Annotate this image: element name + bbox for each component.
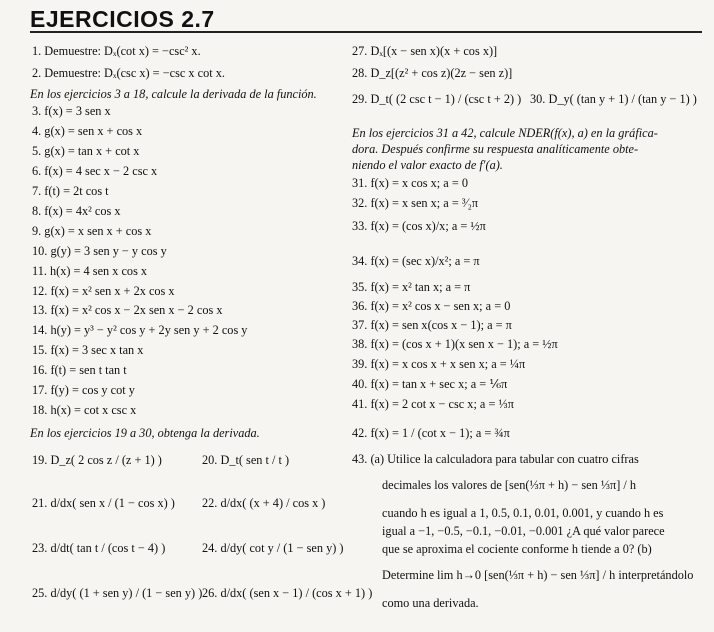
exercise-26: 26. d/dx( (sen x − 1) / (cos x + 1) ) bbox=[202, 586, 373, 600]
exercise-32: 32. f(x) = x sen x; a = ³⁄₂π bbox=[352, 196, 479, 210]
exercise-33: 33. f(x) = (cos x)/x; a = ½π bbox=[352, 219, 486, 233]
exercise-29: 29. D_t( (2 csc t − 1) / (csc t + 2) ) bbox=[352, 92, 522, 106]
section-title-text: EJERCICIOS 2.7 bbox=[30, 6, 215, 32]
exercise-8: 8. f(x) = 4x² cos x bbox=[32, 204, 121, 218]
exercise-27: 27. Dₓ[(x − sen x)(x + cos x)] bbox=[352, 44, 498, 58]
exercise-7: 7. f(t) = 2t cos t bbox=[32, 184, 109, 198]
exercise-6: 6. f(x) = 4 sec x − 2 csc x bbox=[32, 164, 158, 178]
exercise-23: 23. d/dt( tan t / (cos t − 4) ) bbox=[32, 541, 166, 555]
exercise-11: 11. h(x) = 4 sen x cos x bbox=[32, 264, 148, 278]
exercise-35: 35. f(x) = x² tan x; a = π bbox=[352, 280, 471, 294]
exercise-18: 18. h(x) = cot x csc x bbox=[32, 403, 137, 417]
exercise-34: 34. f(x) = (sec x)/x²; a = π bbox=[352, 254, 480, 268]
exercise-9: 9. g(x) = x sen x + cos x bbox=[32, 224, 152, 238]
exercise-38: 38. f(x) = (cos x + 1)(x sen x − 1); a = ½π bbox=[352, 337, 558, 351]
exercise-30: 30. D_y( (tan y + 1) / (tan y − 1) ) bbox=[530, 92, 697, 106]
exercise-39: 39. f(x) = x cos x + x sen x; a = ¼π bbox=[352, 357, 526, 371]
exercise-43-line-2: decimales los valores de [sen(⅓π + h) − sen ⅓π] / h bbox=[382, 478, 637, 492]
exercise-2: 2. Demuestre: Dₓ(csc x) = −csc x cot x. bbox=[32, 66, 225, 80]
exercise-36: 36. f(x) = x² cos x − sen x; a = 0 bbox=[352, 299, 511, 313]
instructions-3-18: En los ejercicios 3 a 18, calcule la derivada de la función. bbox=[30, 87, 317, 101]
exercise-21: 21. d/dx( sen x / (1 − cos x) ) bbox=[32, 496, 175, 510]
instructions-31-42-line-3: niendo el valor exacto de f′(a). bbox=[352, 158, 503, 172]
exercise-5: 5. g(x) = tan x + cot x bbox=[32, 144, 140, 158]
exercise-22: 22. d/dx( (x + 4) / cos x ) bbox=[202, 496, 326, 510]
exercise-31: 31. f(x) = x cos x; a = 0 bbox=[352, 176, 468, 190]
exercise-43-line-6: Determine lim h→0 [sen(⅓π + h) − sen ⅓π] / h interpretándolo bbox=[382, 568, 694, 582]
exercise-43-line-7: como una derivada. bbox=[382, 596, 479, 610]
exercise-28: 28. D_z[(z² + cos z)(2z − sen z)] bbox=[352, 66, 513, 80]
exercise-25: 25. d/dy( (1 + sen y) / (1 − sen y) ) bbox=[32, 586, 203, 600]
exercise-43-line-1: 43. (a) Utilice la calculadora para tabular con cuatro cifras bbox=[352, 452, 639, 466]
exercise-1: 1. Demuestre: Dₓ(cot x) = −csc² x. bbox=[32, 44, 201, 58]
exercise-15: 15. f(x) = 3 sec x tan x bbox=[32, 343, 144, 357]
exercise-4: 4. g(x) = sen x + cos x bbox=[32, 124, 143, 138]
instructions-19-30: En los ejercicios 19 a 30, obtenga la derivada. bbox=[30, 426, 260, 440]
exercise-43-line-3: cuando h es igual a 1, 0.5, 0.1, 0.01, 0.001, y cuando h es bbox=[382, 506, 664, 520]
exercise-24: 24. d/dy( cot y / (1 − sen y) ) bbox=[202, 541, 344, 555]
exercise-42: 42. f(x) = 1 / (cot x − 1); a = ¾π bbox=[352, 426, 510, 440]
exercise-16: 16. f(t) = sen t tan t bbox=[32, 363, 127, 377]
exercise-20: 20. D_t( sen t / t ) bbox=[202, 453, 290, 467]
exercise-10: 10. g(y) = 3 sen y − y cos y bbox=[32, 244, 167, 258]
exercise-41: 41. f(x) = 2 cot x − csc x; a = ⅓π bbox=[352, 397, 514, 411]
exercise-17: 17. f(y) = cos y cot y bbox=[32, 383, 135, 397]
exercise-19: 19. D_z( 2 cos z / (z + 1) ) bbox=[32, 453, 162, 467]
exercise-40: 40. f(x) = tan x + sec x; a = ⅙π bbox=[352, 377, 508, 391]
instructions-31-42-line-1: En los ejercicios 31 a 42, calcule NDER(f(x), a) en la gráfica- bbox=[352, 126, 658, 140]
exercise-12: 12. f(x) = x² sen x + 2x cos x bbox=[32, 284, 175, 298]
exercise-37: 37. f(x) = sen x(cos x − 1); a = π bbox=[352, 318, 512, 332]
exercise-14: 14. h(y) = y³ − y² cos y + 2y sen y + 2 cos y bbox=[32, 323, 248, 337]
exercise-13: 13. f(x) = x² cos x − 2x sen x − 2 cos x bbox=[32, 303, 223, 317]
exercise-43-line-5: que se aproxima el cociente conforme h tiende a 0? (b) bbox=[382, 542, 652, 556]
section-title bbox=[30, 6, 702, 33]
exercise-43-line-4: igual a −1, −0.5, −0.1, −0.01, −0.001 ¿A qué valor parece bbox=[382, 524, 665, 538]
instructions-31-42-line-2: dora. Después confirme su respuesta analíticamente obte- bbox=[352, 142, 639, 156]
exercise-3: 3. f(x) = 3 sen x bbox=[32, 104, 111, 118]
